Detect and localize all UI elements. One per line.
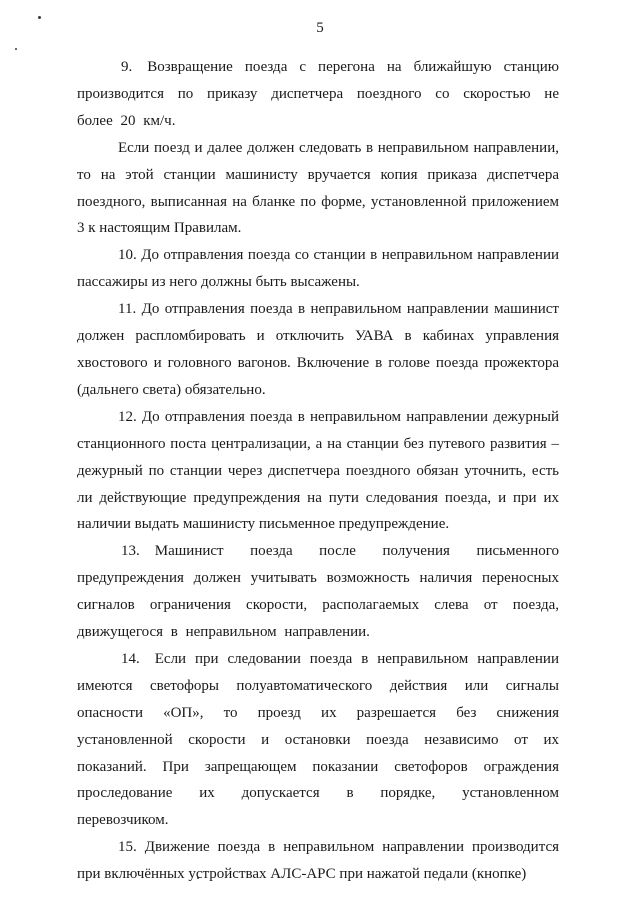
paragraph-9: 9. Возвращение поезда с перегона на ближайшую станцию производится по приказу диспетчера поездного со скоростью не более 20 км/ч. — [77, 59, 559, 129]
paragraph-10: 10. До отправления поезда со станции в неправильном направлении пассажиры из него должны быть высажены. — [77, 247, 559, 291]
document-body — [77, 54, 559, 888]
paragraph-12: 12. До отправления поезда в неправильном направлении дежурный станционного поста централизации, а на станции без путевого развития – дежурный по станции через диспетчера поездного обязан уточнить, есть ли действующие предупреждения на пути следования поезда, и при их наличии выдать машинисту письменное предупреждение. — [77, 408, 559, 533]
paragraph-11: 11. До отправления поезда в неправильном направлении машинист должен распломбировать и отключить УАВА в кабинах управления хвостового и головного вагонов. Включение в голове поезда прожектора (дальнего света) обязательно. — [77, 301, 559, 398]
paragraph-13: 13. Машинист поезда после получения письменного предупреждения должен учитывать возможность наличия переносных сигналов ограничения скорости, располагаемых слева от поезда, движущегося в неправильном направлении. — [77, 543, 559, 641]
paragraph-15: 15. Движение поезда в неправильном направлении производится при включённых устройствах АЛС-АРС при нажатой педали (кнопке) — [77, 839, 559, 883]
scan-speck — [15, 48, 17, 50]
paragraph-9-continued: Если поезд и далее должен следовать в неправильном направлении, то на этой станции машинисту вручается копия приказа диспетчера поездного, выписанная на бланке по форме, установленной приложением 3 к настоящим Правилам. — [77, 139, 559, 237]
scan-speck — [38, 16, 41, 19]
page-number: 5 — [316, 20, 324, 36]
paragraph-14: 14. Если при следовании поезда в неправильном направлении имеются светофоры полуавтоматического действия или сигналы опасности «ОП», то проезд их разрешается без снижения установленной скорости и остановки поезда независимо от их показаний. При запрещающем показании светофоров ограждения проследование их допускается в порядке, установленном перевозчиком. — [77, 650, 559, 829]
